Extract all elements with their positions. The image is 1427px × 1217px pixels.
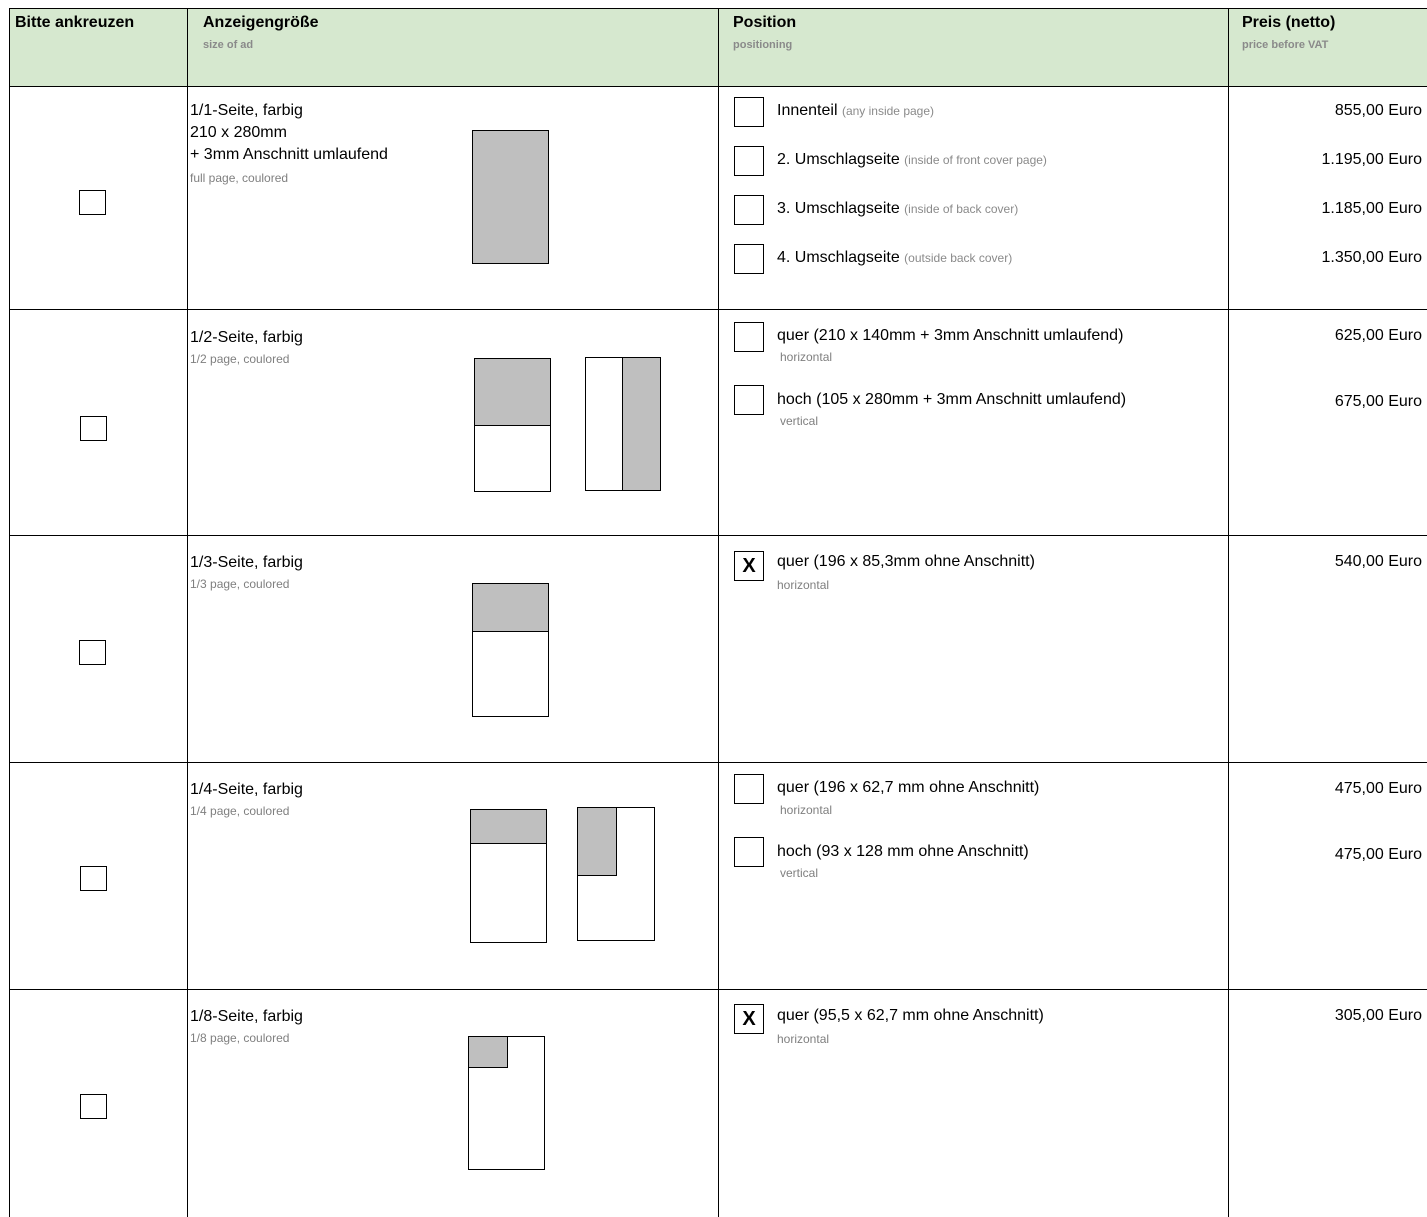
size-dimensions: 210 x 280mm bbox=[190, 124, 287, 141]
header-select: Bitte ankreuzen bbox=[15, 14, 135, 31]
option-checkbox[interactable] bbox=[734, 146, 764, 176]
option-checkbox[interactable] bbox=[734, 195, 764, 225]
option-checkbox[interactable] bbox=[734, 244, 764, 274]
option-checkbox[interactable] bbox=[734, 774, 764, 804]
header-position-sub: positioning bbox=[733, 39, 793, 51]
option-checkbox[interactable]: X bbox=[734, 1004, 764, 1034]
header-price-sub: price before VAT bbox=[1242, 39, 1329, 51]
option-price: 1.185,00 Euro bbox=[1321, 200, 1422, 217]
option-price: 1.350,00 Euro bbox=[1321, 249, 1422, 266]
size-subtitle: 1/2 page, coulored bbox=[190, 352, 290, 366]
option-label: hoch (105 x 280mm + 3mm Anschnitt umlaufend) bbox=[777, 391, 1127, 408]
header-size: Anzeigengröße bbox=[203, 14, 319, 31]
size-subtitle: 1/4 page, coulored bbox=[190, 804, 290, 818]
header-position: Position bbox=[733, 14, 797, 31]
option-price: 305,00 Euro bbox=[1334, 1007, 1422, 1024]
table-row bbox=[10, 990, 1427, 1217]
order-form-table bbox=[9, 8, 1427, 1217]
option-orientation: vertical bbox=[780, 866, 819, 880]
option-checkbox[interactable]: X bbox=[734, 551, 764, 581]
option-label: 3. Umschlagseite (inside of back cover) bbox=[777, 200, 1019, 217]
option-price: 625,00 Euro bbox=[1334, 327, 1422, 344]
size-bleed: + 3mm Anschnitt umlaufend bbox=[190, 146, 388, 163]
option-orientation: horizontal bbox=[777, 1032, 830, 1046]
option-price: 855,00 Euro bbox=[1334, 102, 1422, 119]
option-checkbox[interactable] bbox=[734, 837, 764, 867]
table-row bbox=[10, 536, 1427, 762]
option-checkbox[interactable] bbox=[734, 322, 764, 352]
option-label: quer (196 x 85,3mm ohne Anschnitt) bbox=[777, 553, 1035, 570]
row-select-checkbox[interactable] bbox=[80, 1094, 107, 1119]
size-title: 1/4-Seite, farbig bbox=[190, 781, 303, 798]
size-subtitle: full page, coulored bbox=[190, 171, 289, 185]
size-title: 1/2-Seite, farbig bbox=[190, 329, 303, 346]
option-orientation: vertical bbox=[780, 414, 819, 428]
row-select-checkbox[interactable] bbox=[79, 190, 106, 215]
option-orientation: horizontal bbox=[780, 350, 833, 364]
header-price: Preis (netto) bbox=[1242, 14, 1336, 31]
size-subtitle: 1/3 page, coulored bbox=[190, 577, 290, 591]
row-select-checkbox[interactable] bbox=[80, 416, 107, 441]
option-label: quer (95,5 x 62,7 mm ohne Anschnitt) bbox=[777, 1007, 1044, 1024]
option-price: 475,00 Euro bbox=[1334, 780, 1422, 797]
option-label: hoch (93 x 128 mm ohne Anschnitt) bbox=[777, 843, 1029, 860]
row-select-checkbox[interactable] bbox=[79, 640, 106, 665]
quarter-page-vertical-diagram bbox=[577, 807, 655, 941]
option-checkbox[interactable] bbox=[734, 385, 764, 415]
table-row bbox=[10, 310, 1427, 535]
option-price: 1.195,00 Euro bbox=[1321, 151, 1422, 168]
quarter-page-horizontal-diagram bbox=[470, 809, 547, 943]
table-row bbox=[10, 763, 1427, 989]
option-price: 675,00 Euro bbox=[1334, 393, 1422, 410]
size-subtitle: 1/8 page, coulored bbox=[190, 1031, 290, 1045]
option-price: 475,00 Euro bbox=[1334, 846, 1422, 863]
option-orientation: horizontal bbox=[777, 578, 830, 592]
size-title: 1/3-Seite, farbig bbox=[190, 554, 303, 571]
option-label: 4. Umschlagseite (outside back cover) bbox=[777, 249, 1013, 266]
option-checkbox[interactable] bbox=[734, 97, 764, 127]
header-size-sub: size of ad bbox=[203, 39, 254, 51]
full-page-diagram bbox=[472, 130, 549, 264]
size-title: 1/8-Seite, farbig bbox=[190, 1008, 303, 1025]
option-label: quer (210 x 140mm + 3mm Anschnitt umlaufend) bbox=[777, 327, 1124, 344]
half-page-vertical-diagram bbox=[585, 357, 661, 491]
row-select-checkbox[interactable] bbox=[80, 866, 107, 891]
half-page-horizontal-diagram bbox=[474, 358, 551, 492]
option-label: quer (196 x 62,7 mm ohne Anschnitt) bbox=[777, 779, 1040, 796]
third-page-diagram bbox=[472, 583, 549, 717]
option-orientation: horizontal bbox=[780, 803, 833, 817]
size-title: 1/1-Seite, farbig bbox=[190, 102, 303, 119]
option-price: 540,00 Euro bbox=[1334, 553, 1422, 570]
option-label: Innenteil (any inside page) bbox=[777, 102, 935, 119]
option-label: 2. Umschlagseite (inside of front cover page) bbox=[777, 151, 1047, 168]
eighth-page-diagram bbox=[468, 1036, 545, 1170]
table-row bbox=[10, 87, 1427, 309]
